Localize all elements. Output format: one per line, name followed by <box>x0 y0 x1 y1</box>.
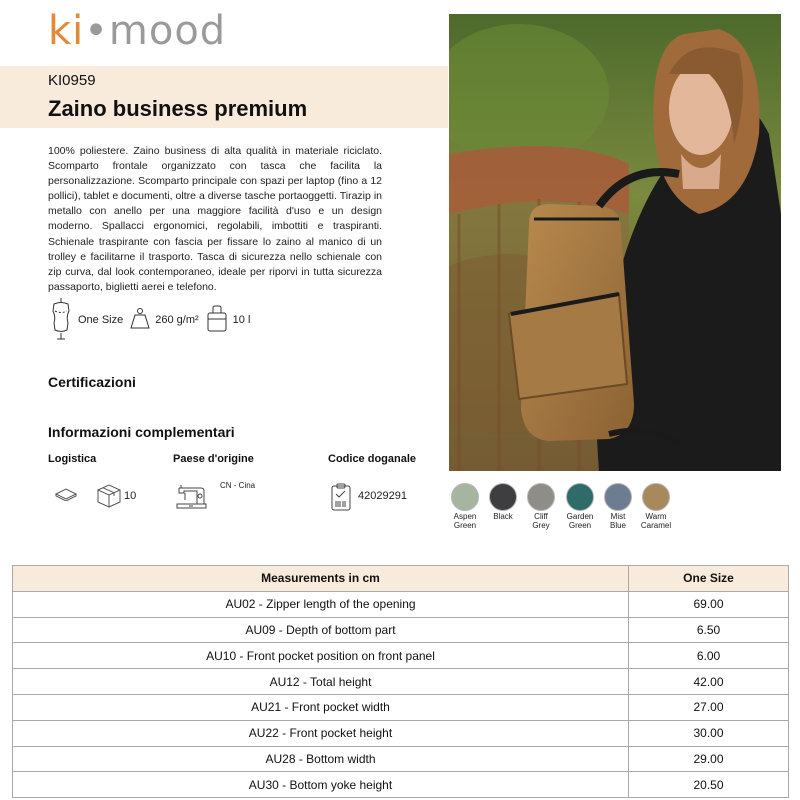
swatch-label-line1: Mist <box>610 512 626 521</box>
measure-label: AU09 - Depth of bottom part <box>13 617 629 643</box>
measure-label: AU10 - Front pocket position on front panel <box>13 643 629 669</box>
weight-value: 260 g/m² <box>155 314 199 326</box>
flat-package-icon <box>54 487 78 506</box>
complementary-info-heading: Informazioni complementari <box>48 424 235 440</box>
swatch-label-line2: Caramel <box>640 521 672 530</box>
measure-value: 29.00 <box>629 746 789 772</box>
swatch-label-line1: Warm <box>645 512 667 521</box>
measure-label: AU30 - Bottom yoke height <box>13 772 629 798</box>
mannequin-icon <box>48 297 74 344</box>
logistics-box-count: 10 <box>124 490 137 502</box>
swatch-label-line2: Grey <box>532 521 550 530</box>
origin-label: Paese d'origine <box>173 453 254 465</box>
measure-value: 6.00 <box>629 643 789 669</box>
swatch-label-line2: Blue <box>609 521 626 530</box>
origin-value: CN - Cina <box>220 481 256 490</box>
swatch-aspen-green[interactable] <box>451 483 479 511</box>
volume-value: 10 l <box>232 314 251 326</box>
certifications-heading: Certificazioni <box>48 374 136 390</box>
swatch-label-line1: Aspen <box>453 512 477 521</box>
table-row <box>13 772 789 798</box>
measure-value: 6.50 <box>629 617 789 643</box>
table-row <box>13 591 789 617</box>
table-row <box>13 694 789 720</box>
measure-value: 42.00 <box>629 669 789 695</box>
measurements-table <box>12 565 789 798</box>
customs-document-icon <box>330 482 352 517</box>
product-code: KI0959 <box>48 72 96 89</box>
brand-logo <box>48 4 227 64</box>
measure-value: 27.00 <box>629 694 789 720</box>
measure-label: AU02 - Zipper length of the opening <box>13 591 629 617</box>
measure-label: AU22 - Front pocket height <box>13 720 629 746</box>
table-row <box>13 669 789 695</box>
measure-value: 30.00 <box>629 720 789 746</box>
logo-mood: mood <box>108 8 227 54</box>
swatch-warm-caramel[interactable] <box>642 483 670 511</box>
product-description: 100% poliestere. Zaino business di alta qualità in materiale riciclato. Scomparto frontale organizzato con tasca che facilita la personalizzazione. Scomparto principale con spazi per laptop (fino a 12 pollici), tablet e documenti, oltre a diverse tasche portaoggetti. Tirazip in metallo con anello per una maggiore facilità d'uso e un design moderno. Spallacci ergonomici, regolabili, imbottiti e traspiranti. Schienale traspirante con fascia per fissare lo zaino al manico di un trolley e facilitarne il trasporto. Tasca di sicurezza nello schienale con zip curva, dal look contemporaneo, ideale per riporvi in tutta sicurezza passaporto, biglietti aerei e telefono. <box>48 145 382 293</box>
swatch-garden-green[interactable] <box>566 483 594 511</box>
logo-dot: • <box>84 8 109 54</box>
measure-value: 69.00 <box>629 591 789 617</box>
weight-icon <box>129 307 151 334</box>
measure-column-header: Measurements in cm <box>13 566 629 592</box>
customs-label: Codice doganale <box>328 453 417 465</box>
swatch-label-line1: Black <box>493 512 513 521</box>
table-row <box>13 746 789 772</box>
table-row <box>13 720 789 746</box>
measure-label: AU21 - Front pocket width <box>13 694 629 720</box>
sewing-machine-icon <box>175 482 207 515</box>
bag-icon <box>205 305 229 336</box>
swatch-label-line1: Garden <box>566 512 594 521</box>
product-title: Zaino business premium <box>48 96 308 121</box>
swatch-mist-blue[interactable] <box>604 483 632 511</box>
swatch-black[interactable] <box>489 483 517 511</box>
swatch-label-line2: Green <box>453 521 477 530</box>
swatch-label-line2: Green <box>568 521 592 530</box>
swatch-label <box>632 512 680 530</box>
swatch-label-line1: Cliff <box>534 512 548 521</box>
measure-label: AU12 - Total height <box>13 669 629 695</box>
product-photo <box>449 14 781 471</box>
measure-label: AU28 - Bottom width <box>13 746 629 772</box>
table-row <box>13 643 789 669</box>
logistics-label: Logistica <box>48 453 97 465</box>
measure-value: 20.50 <box>629 772 789 798</box>
box-icon <box>96 483 122 514</box>
table-header-row <box>13 566 789 592</box>
table-row <box>13 617 789 643</box>
logo-ki: ki <box>48 8 85 54</box>
logo-text <box>48 8 226 54</box>
customs-value: 42029291 <box>358 490 407 502</box>
spec-row <box>48 298 256 342</box>
size-column-header: One Size <box>629 566 789 592</box>
swatch-cliff-grey[interactable] <box>527 483 555 511</box>
size-value: One Size <box>78 314 124 326</box>
